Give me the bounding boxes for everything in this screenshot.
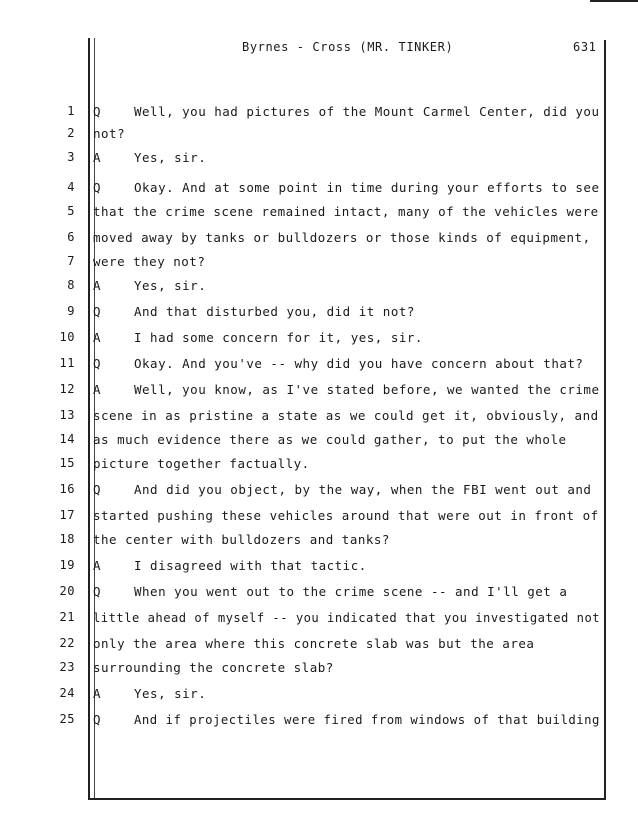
line-text: And if projectiles were fired from windows of that building [134,712,600,727]
line-number: 15 [59,456,75,470]
speaker-label: A [93,150,102,165]
line-text: Well, you had pictures of the Mount Carmel Center, did you [134,104,600,119]
line-number: 18 [59,532,75,546]
transcript-line [0,330,638,350]
line-number: 16 [59,482,75,496]
line-text: I disagreed with that tactic. [134,558,367,573]
line-number: 2 [67,126,75,140]
line-text: moved away by tanks or bulldozers or those kinds of equipment, [93,230,591,245]
speaker-label: A [93,558,102,573]
transcript-line [0,382,638,402]
line-number: 20 [59,584,75,598]
transcript-line [0,610,638,630]
speaker-label: A [93,686,102,701]
line-number: 4 [67,180,75,194]
speaker-label: A [93,382,102,397]
line-text: picture together factually. [93,456,310,471]
line-number: 17 [59,508,75,522]
line-number: 10 [59,330,75,344]
line-text: not? [93,126,126,141]
transcript-line [0,356,638,376]
line-number: 12 [59,382,75,396]
speaker-label: Q [93,584,102,599]
transcript-line [0,150,638,170]
transcript-line [0,432,638,452]
speaker-label: Q [93,180,102,195]
transcript-line [0,482,638,502]
line-text: as much evidence there as we could gather, to put the whole [93,432,567,447]
transcript-line [0,508,638,528]
transcript-line [0,584,638,604]
line-text: I had some concern for it, yes, sir. [134,330,423,345]
line-text: the center with bulldozers and tanks? [93,532,390,547]
transcript-line [0,204,638,224]
transcript-line [0,230,638,250]
line-number: 23 [59,660,75,674]
line-text: And that disturbed you, did it not? [134,304,415,319]
speaker-label: Q [93,356,102,371]
line-number: 25 [59,712,75,726]
line-text: started pushing these vehicles around that were out in front of [93,508,599,523]
transcript-line [0,558,638,578]
line-number: 7 [67,254,75,268]
line-number: 22 [59,636,75,650]
line-number: 8 [67,278,75,292]
transcript-line [0,304,638,324]
line-number: 5 [67,204,75,218]
line-text: Yes, sir. [134,686,207,701]
line-text: And did you object, by the way, when the FBI went out and [134,482,592,497]
line-number: 13 [59,408,75,422]
line-text: were they not? [93,254,206,269]
page-title: Byrnes - Cross (MR. TINKER) [242,40,454,54]
transcript-line [0,254,638,274]
transcript-line [0,126,638,146]
line-number: 11 [59,356,75,370]
line-number: 3 [67,150,75,164]
line-number: 24 [59,686,75,700]
speaker-label: A [93,278,102,293]
transcript-line [0,408,638,428]
line-number: 9 [67,304,75,318]
line-number: 19 [59,558,75,572]
transcript-line [0,104,638,124]
line-number: 1 [67,104,75,118]
line-text: Okay. And at some point in time during your efforts to see [134,180,600,195]
line-text: Okay. And you've -- why did you have concern about that? [134,356,584,371]
transcript-line [0,532,638,552]
transcript-line [0,456,638,476]
speaker-label: Q [93,104,102,119]
line-number: 21 [59,610,75,624]
line-text: Well, you know, as I've stated before, we wanted the crime [134,382,600,397]
transcript-line [0,636,638,656]
speaker-label: Q [93,304,102,319]
transcript-line [0,712,638,732]
line-number: 6 [67,230,75,244]
line-text: that the crime scene remained intact, many of the vehicles were [93,204,599,219]
speaker-label: Q [93,482,102,497]
line-text: only the area where this concrete slab was but the area [93,636,535,651]
page-number: 631 [573,40,597,54]
line-text: surrounding the concrete slab? [93,660,334,675]
line-text: scene in as pristine a state as we could get it, obviously, and [93,408,599,423]
speaker-label: Q [93,712,102,727]
transcript-line [0,278,638,298]
transcript-line [0,686,638,706]
line-number: 14 [59,432,75,446]
line-text: When you went out to the crime scene -- and I'll get a [134,584,568,599]
line-text: little ahead of myself -- you indicated that you investigated not [93,610,601,625]
line-text: Yes, sir. [134,150,207,165]
transcript-line [0,660,638,680]
transcript-line [0,180,638,200]
speaker-label: A [93,330,102,345]
line-text: Yes, sir. [134,278,207,293]
